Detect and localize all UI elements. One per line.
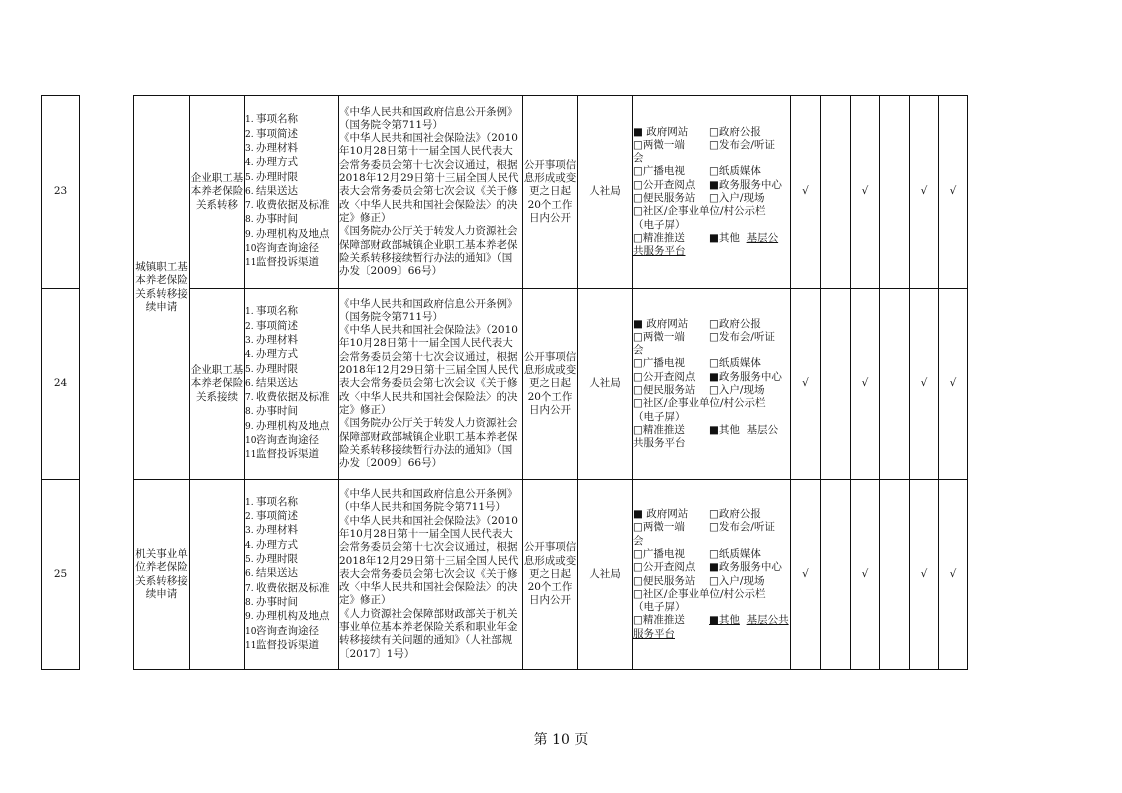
channel-option: □公开查阅点 <box>633 370 696 383</box>
list-item: 9. 办理机构及地点 <box>245 610 330 623</box>
department-cell: 人社局 <box>578 289 633 480</box>
other-channel-text: 基层公 <box>746 231 779 244</box>
list-item: 6. 结果送达 <box>245 184 298 197</box>
channel-option: □两微一端 <box>633 330 685 343</box>
list-item: 5. 办理时限 <box>245 553 298 566</box>
check-mark: √ <box>851 96 880 289</box>
channel-option: □政府公报 <box>709 508 761 521</box>
list-item: 2. 事项简述 <box>245 319 298 332</box>
channel-option: □便民服务站 <box>633 384 696 396</box>
check-mark: √ <box>851 480 880 670</box>
channel-option: □公开查阅点 <box>633 561 696 574</box>
list-item: 7. 收费依据及标准 <box>245 391 330 404</box>
list-item: 11.监督投诉渠道 <box>245 448 319 461</box>
legal-basis-text: 《中华人民共和国政府信息公开条例》（中华人民共和国务院令第711号） <box>339 488 518 514</box>
channel-option: □入户/现场 <box>709 192 765 204</box>
spacer-cell <box>80 96 134 289</box>
check-mark <box>880 96 910 289</box>
list-item: 1. 事项名称 <box>245 113 298 126</box>
legal-basis-cell <box>339 289 523 480</box>
table-row <box>42 96 968 289</box>
spacer-cell <box>80 289 134 480</box>
list-item: 5. 办理时限 <box>245 170 298 183</box>
legal-basis-cell <box>339 96 523 289</box>
channel-option: □纸质媒体 <box>709 357 761 370</box>
legal-basis-text: 《中华人民共和国社会保险法》（2010年10月28日第十一届全国人民代表大会常务委员会第十七次会议通过，根据2018年12月29日第十三届全国人民代表大会常务委员会第七次会议《关于修改〈中华人民共和国社会保险法〉的决定》修正） <box>339 514 519 607</box>
list-item: 3. 办理材料 <box>245 524 298 537</box>
list-item: 10.咨询查询途径 <box>245 624 319 637</box>
time-limit-cell: 公开事项信息形成或变更之日起20个工作日内公开 <box>523 289 578 480</box>
check-mark <box>821 289 851 480</box>
channel-option: □政府公报 <box>709 317 761 330</box>
row-number: 24 <box>42 289 80 480</box>
channels-cell <box>633 480 791 670</box>
list-item: 7. 收费依据及标准 <box>245 581 330 594</box>
channel-option: □入户/现场 <box>709 384 765 396</box>
list-item: 8. 办事时间 <box>245 405 298 418</box>
content-items-cell <box>245 480 339 670</box>
channel-option: （电子屏） <box>633 601 686 614</box>
department-cell: 人社局 <box>578 480 633 670</box>
channel-option: □两微一端 <box>633 521 685 534</box>
channel-option: ■ 政府网站 <box>633 508 689 521</box>
check-mark <box>880 480 910 670</box>
check-mark <box>821 96 851 289</box>
channel-option: ■ 政府网站 <box>633 125 689 138</box>
list-item: 2. 事项简述 <box>245 127 298 140</box>
check-mark <box>821 480 851 670</box>
channel-option: □纸质媒体 <box>709 547 761 560</box>
channel-option: □入户/现场 <box>709 574 765 587</box>
check-mark: √ <box>851 289 880 480</box>
channels-cell <box>633 96 791 289</box>
disclosure-table <box>41 95 968 670</box>
channel-option: ■其他 <box>709 231 740 244</box>
content-items-cell <box>245 289 339 480</box>
check-mark: √ <box>910 96 939 289</box>
list-item: 7. 收费依据及标准 <box>245 199 330 212</box>
channel-option: 会 <box>633 534 644 547</box>
page-number: 第 10 页 <box>533 732 589 748</box>
channel-option: □社区/企事业单位/村公示栏 <box>633 397 766 410</box>
check-mark: √ <box>791 96 821 289</box>
list-item: 11.监督投诉渠道 <box>245 256 319 269</box>
channel-option: □发布会/听证 <box>709 330 775 343</box>
legal-basis-text: 《国务院办公厅关于转发人力资源社会保障部财政部城镇企业职工基本养老保险关系转移接续暂行办法的通知》（国办发〔2009〕66号） <box>339 225 518 278</box>
channel-option: □发布会/听证 <box>709 138 775 151</box>
other-channel-text: 共服务平台 <box>633 437 686 450</box>
list-item: 6. 结果送达 <box>245 376 298 389</box>
content-items-list <box>245 305 338 462</box>
subitem-cell: 企业职工基本养老保险关系接续 <box>190 289 245 480</box>
list-item: 10.咨询查询途径 <box>245 242 319 255</box>
row-number: 23 <box>42 96 80 289</box>
subitem-cell: 企业职工基本养老保险关系转移 <box>190 96 245 289</box>
list-item: 9. 办理机构及地点 <box>245 419 330 432</box>
content-items-list <box>245 496 338 653</box>
channel-option: □政府公报 <box>709 125 761 138</box>
check-mark: √ <box>791 480 821 670</box>
channel-option: □广播电视 <box>633 165 685 178</box>
channel-option: ■ 政府网站 <box>633 317 689 330</box>
other-channel-text: 服务平台 <box>633 627 675 640</box>
channel-option: 会 <box>633 344 644 357</box>
list-item: 4. 办理方式 <box>245 538 298 551</box>
other-channel-text: 共服务平台 <box>633 245 686 258</box>
channel-option: ■政务服务中心 <box>709 178 782 191</box>
other-channel-text: 基层公共 <box>746 614 789 627</box>
list-item: 5. 办理时限 <box>245 362 298 375</box>
legal-basis-text: 《国务院办公厅关于转发人力资源社会保障部财政部城镇企业职工基本养老保险关系转移接续暂行办法的通知》（国办发〔2009〕66号） <box>339 417 518 470</box>
channel-option: □精准推送 <box>633 423 685 436</box>
check-mark: √ <box>910 480 939 670</box>
channel-option: （电子屏） <box>633 218 686 231</box>
category-cell: 机关事业单位养老保险关系转移接续申请 <box>134 480 190 670</box>
channel-option: □两微一端 <box>633 138 685 151</box>
list-item: 8. 办事时间 <box>245 595 298 608</box>
legal-basis-text: 《人力资源社会保障部财政部关于机关事业单位基本养老保险关系和职业年金转移接续有关问题的通知》（人社部规〔2017〕1号） <box>339 607 518 660</box>
check-mark: √ <box>910 289 939 480</box>
channel-option: ■其他 <box>709 423 740 436</box>
channel-option: □纸质媒体 <box>709 165 761 178</box>
channel-option: □广播电视 <box>633 357 685 370</box>
check-mark: √ <box>791 289 821 480</box>
channel-option: □广播电视 <box>633 547 685 560</box>
channel-option: □社区/企事业单位/村公示栏 <box>633 205 766 218</box>
channel-option: □社区/企事业单位/村公示栏 <box>633 587 766 600</box>
check-mark: √ <box>939 480 968 670</box>
legal-basis-text: 《中华人民共和国社会保险法》（2010年10月28日第十一届全国人民代表大会常务委员会第十七次会议通过，根据2018年12月29日第十三届全国人民代表大会常务委员会第七次会议《关于修改〈中华人民共和国社会保险法〉的决定》修正） <box>339 132 519 224</box>
channel-option: □精准推送 <box>633 231 685 244</box>
channel-option: ■政务服务中心 <box>709 370 782 383</box>
subitem-cell <box>190 480 245 670</box>
legal-basis-text: 《中华人民共和国政府信息公开条例》（国务院令第711号） <box>339 105 518 131</box>
channel-option: □发布会/听证 <box>709 521 775 534</box>
list-item: 4. 办理方式 <box>245 156 298 169</box>
list-item: 3. 办理材料 <box>245 141 298 154</box>
list-item: 9. 办理机构及地点 <box>245 227 330 240</box>
list-item: 1. 事项名称 <box>245 305 298 318</box>
channel-option: □公开查阅点 <box>633 178 696 191</box>
content-items-list <box>245 113 338 270</box>
list-item: 10.咨询查询途径 <box>245 434 319 447</box>
legal-basis-text: 《中华人民共和国政府信息公开条例》（国务院令第711号） <box>339 297 518 323</box>
check-mark: √ <box>939 289 968 480</box>
legal-basis-cell <box>339 480 523 670</box>
list-item: 11.监督投诉渠道 <box>245 638 319 651</box>
other-channel-text: 基层公 <box>746 423 779 436</box>
check-mark <box>880 289 910 480</box>
list-item: 3. 办理材料 <box>245 333 298 346</box>
channel-option: （电子屏） <box>633 410 686 423</box>
spacer-cell <box>80 480 134 670</box>
table-row <box>42 480 968 670</box>
row-number: 25 <box>42 480 80 670</box>
channel-option: 会 <box>633 152 644 165</box>
check-mark: √ <box>939 96 968 289</box>
channel-option: ■政务服务中心 <box>709 561 782 574</box>
channel-option: □精准推送 <box>633 614 685 627</box>
list-item: 2. 事项简述 <box>245 510 298 523</box>
legal-basis-text: 《中华人民共和国社会保险法》（2010年10月28日第十一届全国人民代表大会常务委员会第十七次会议通过，根据2018年12月29日第十三届全国人民代表大会常务委员会第七次会议《关于修改〈中华人民共和国社会保险法〉的决定》修正） <box>339 324 519 416</box>
time-limit-cell: 公开事项信息形成或变更之日起20个工作日内公开 <box>523 96 578 289</box>
time-limit-cell: 公开事项信息形成或变更之日起20个工作日内公开 <box>523 480 578 670</box>
channel-option: □便民服务站 <box>633 192 696 204</box>
channels-cell <box>633 289 791 480</box>
list-item: 1. 事项名称 <box>245 495 298 508</box>
list-item: 6. 结果送达 <box>245 567 298 580</box>
channel-option: □便民服务站 <box>633 574 696 587</box>
list-item: 4. 办理方式 <box>245 348 298 361</box>
list-item: 8. 办事时间 <box>245 213 298 226</box>
category-cell: 城镇职工基本养老保险关系转移接续申请 <box>134 96 190 480</box>
channel-option: ■其他 <box>709 614 740 627</box>
content-items-cell <box>245 96 339 289</box>
department-cell: 人社局 <box>578 96 633 289</box>
